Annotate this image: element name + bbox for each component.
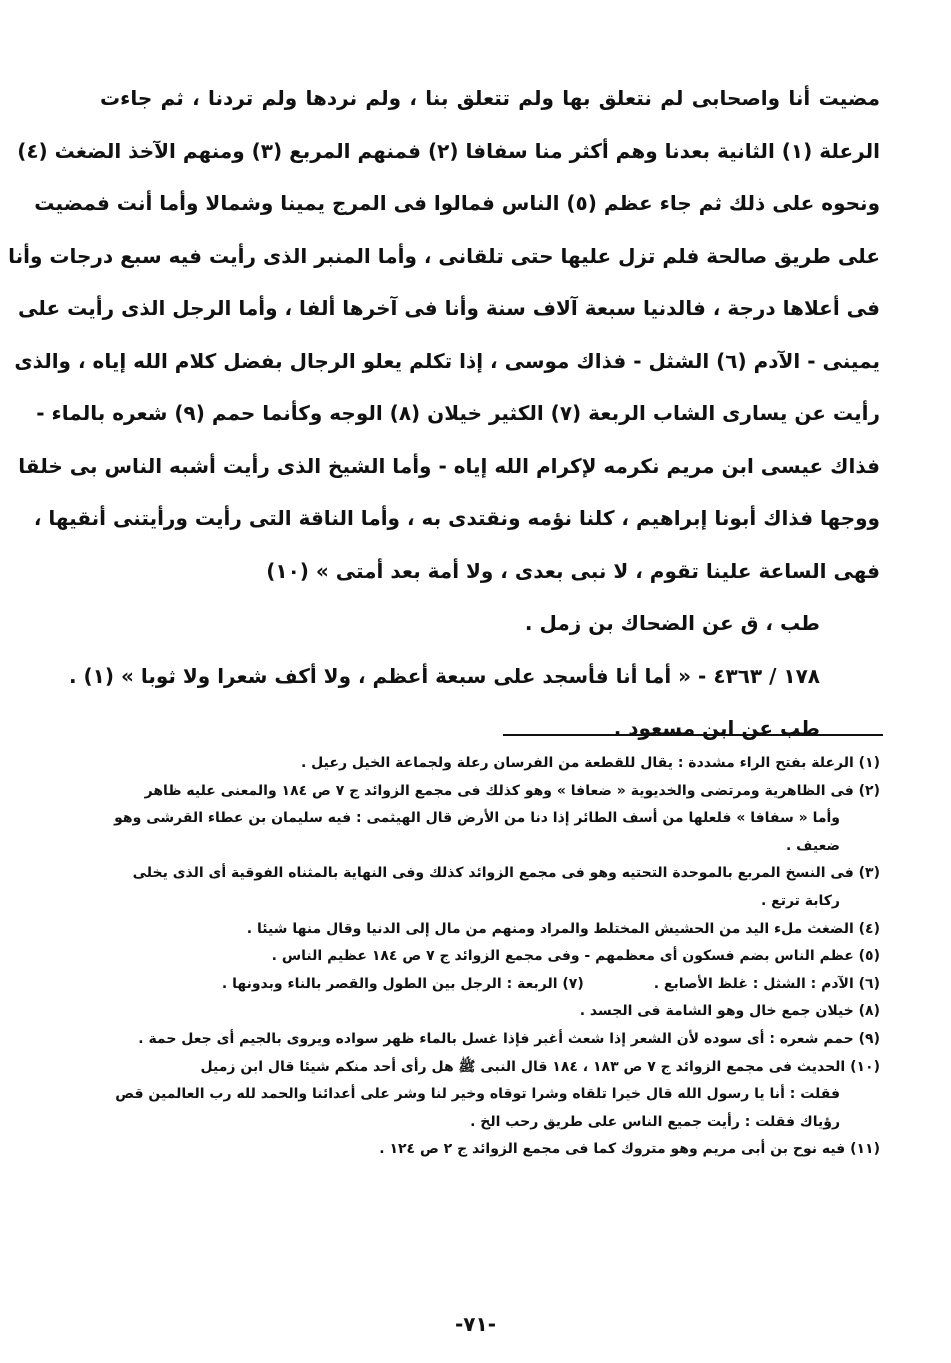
footnote: (٥) عظم الناس بضم فسكون أى معظمهم - وفى مجمع الزوائد ج ٧ ص ١٨٤ عظيم الناس .: [271, 948, 880, 965]
footnote: (٣) فى النسخ المربع بالموحدة التحتيه وهو فى مجمع الزوائد كذلك وفى النهاية بالمثناه الفوقية أى الذى يخلى: [132, 865, 880, 882]
page-number: -٧١-: [454, 1312, 497, 1336]
footnote-pair: [100, 971, 880, 999]
text-line: فذاك عيسى ابن مريم نكرمه لإكرام الله إياه - وأما الشيخ الذى رأيت أشبه الناس بى خلقا: [18, 453, 880, 478]
text-line: الرعلة (١) الثانية بعدنا وهم أكثر منا سفافا (٢) فمنهم المربع (٣) ومنهم الآخذ الضغث (٤): [17, 138, 880, 163]
footnote-continuation: ركابة ترتع .: [760, 892, 840, 909]
text-line: يمينى - الآدم (٦) الشثل - فذاك موسى ، إذا تكلم يعلو الرجال بفضل كلام الله إياه ، والذى: [14, 348, 880, 373]
footnote: (٤) الضغث ملء اليد من الحشيش المختلط والمراد ومنهم من مال إلى الدنيا وقال منها شيئا .: [246, 920, 880, 937]
text-line: على طريق صالحة فلم تزل عليها حتى تلقانى ، وأما المنبر الذى رأيت فيه سبع درجات وأنا: [8, 243, 880, 268]
hadith-source: طب عن ابن مسعود .: [613, 716, 820, 740]
footnote-continuation: رؤياك فقلت : رأيت جميع الناس على طريق رحب الخ .: [470, 1113, 840, 1130]
footnote: (١١) فيه نوح بن أبى مريم وهو متروك كما فى مجمع الزوائد ج ٢ ص ١٢٤ .: [379, 1141, 880, 1158]
footnote: (١) الرعلة بفتح الراء مشددة : يقال للقطعة من الفرسان رعلة ولجماعة الخيل رعيل .: [300, 755, 880, 771]
footnote: (٨) خيلان جمع خال وهو الشامة فى الجسد .: [579, 1003, 880, 1020]
text-line: مضيت أنا واصحابى لم نتعلق بها ولم تتعلق بنا ، ولم نردها ولم تردنا ، ثم جاءت: [100, 86, 880, 110]
footnote-continuation: فقلت : أنا يا رسول الله قال خيرا تلقاه وشرا توقاه وخير لنا وشر على أعدائنا والحمد لله رب العالمين قص: [115, 1086, 840, 1103]
text-line: ونحوه على ذلك ثم جاء عظم (٥) الناس فمالوا فى المرج يمينا وشمالا وأما أنت فمضيت: [34, 191, 880, 215]
text-line: رأيت عن يسارى الشاب الربعة (٧) الكثير خيلان (٨) الوجه وكأنما حمم (٩) شعره بالماء -: [36, 401, 880, 425]
main-text-block: [8, 72, 880, 755]
footnotes: [100, 750, 880, 1164]
footnote: (٦) الآدم : الشثل : غلظ الأصابع .: [653, 975, 880, 992]
footnote: (١٠) الحديث فى مجمع الزوائد ج ٧ ص ١٨٣ ، ١٨٤ قال النبى ﷺ هل رأى أحد منكم شيئا قال ابن زميل: [200, 1058, 880, 1075]
hadith-source: طب ، ق عن الضحاك بن زمل .: [524, 611, 820, 635]
text-line: فى أعلاها درجة ، فالدنيا سبعة آلاف سنة وأنا فى آخرها ألفا ، وأما الرجل الذى رأيت على: [18, 296, 880, 320]
hadith-text: ١٧٨ / ٤٣٦٣ - « أما أنا فأسجد على سبعة أعظم ، ولا أكف شعرا ولا ثوبا » (١) .: [68, 663, 820, 688]
text-line: فهى الساعة علينا تقوم ، لا نبى بعدى ، ولا أمة بعد أمتى » (١٠): [266, 558, 880, 583]
footnote-separator: [503, 734, 883, 736]
footnote: (٧) الربعة : الرجل بين الطول والقصر بالناء وبدونها .: [221, 975, 584, 992]
footnote: (٢) فى الظاهرية ومرتضى والخديوية « ضعافا » وهو كذلك فى مجمع الزوائد ج ٧ ص ١٨٤ والمعنى عليه ظاهر: [144, 782, 880, 799]
footnote: (٩) حمم شعره : أى سوده لأن الشعر إذا شعث أغبر فإذا غسل بالماء ظهر سواده ويروى بالجيم أى جعل حمة .: [138, 1030, 880, 1047]
text-line: ووجها فذاك أبونا إبراهيم ، كلنا نؤمه ونقتدى به ، وأما الناقة التى رأيت ورأيتنى أنقيها ،: [33, 506, 880, 530]
footnote-continuation: ضعيف .: [785, 837, 840, 854]
footnote-continuation: وأما « سفافا » فلعلها من أسف الطائر إذا دنا من الأرض قال الهيثمى : فيه سليمان بن عطاء القرشى وهو: [114, 810, 840, 827]
